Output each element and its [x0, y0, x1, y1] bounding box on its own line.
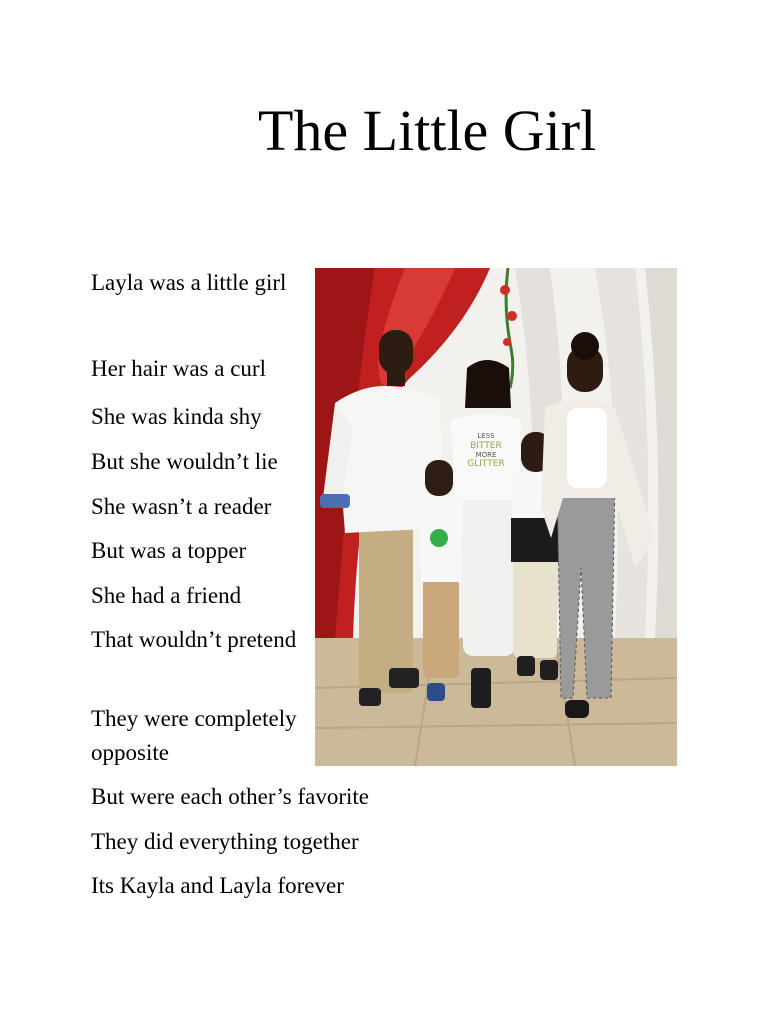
shirt-text-line: GLITTER: [467, 459, 505, 469]
poem-line: But she wouldn’t lie: [91, 449, 278, 474]
poem-line: She was kinda shy: [91, 404, 262, 429]
family-photo: [315, 268, 677, 766]
poem-line: That wouldn’t pretend: [91, 627, 297, 652]
poem-line: She had a friend: [91, 583, 242, 608]
poem-line: She wasn’t a reader: [91, 494, 272, 519]
poem-line: But were each other’s favorite: [91, 784, 370, 809]
poem-line: Layla was a little girl: [91, 270, 287, 295]
poem-line: But was a topper: [91, 538, 247, 563]
shirt-text-line: BITTER: [470, 441, 502, 451]
shirt-text-line: MORE: [475, 451, 497, 459]
poem-line: They were completely opposite: [91, 706, 297, 765]
family-photo-illustration: [315, 268, 677, 766]
shirt-text-line: LESS: [477, 432, 495, 440]
boy-figure-small: [419, 460, 463, 701]
poem-line: Her hair was a curl: [91, 356, 266, 381]
poem-line: They did everything together: [91, 829, 359, 854]
page-title: The Little Girl: [258, 98, 597, 163]
poem-line: Its Kayla and Layla forever: [91, 873, 344, 898]
